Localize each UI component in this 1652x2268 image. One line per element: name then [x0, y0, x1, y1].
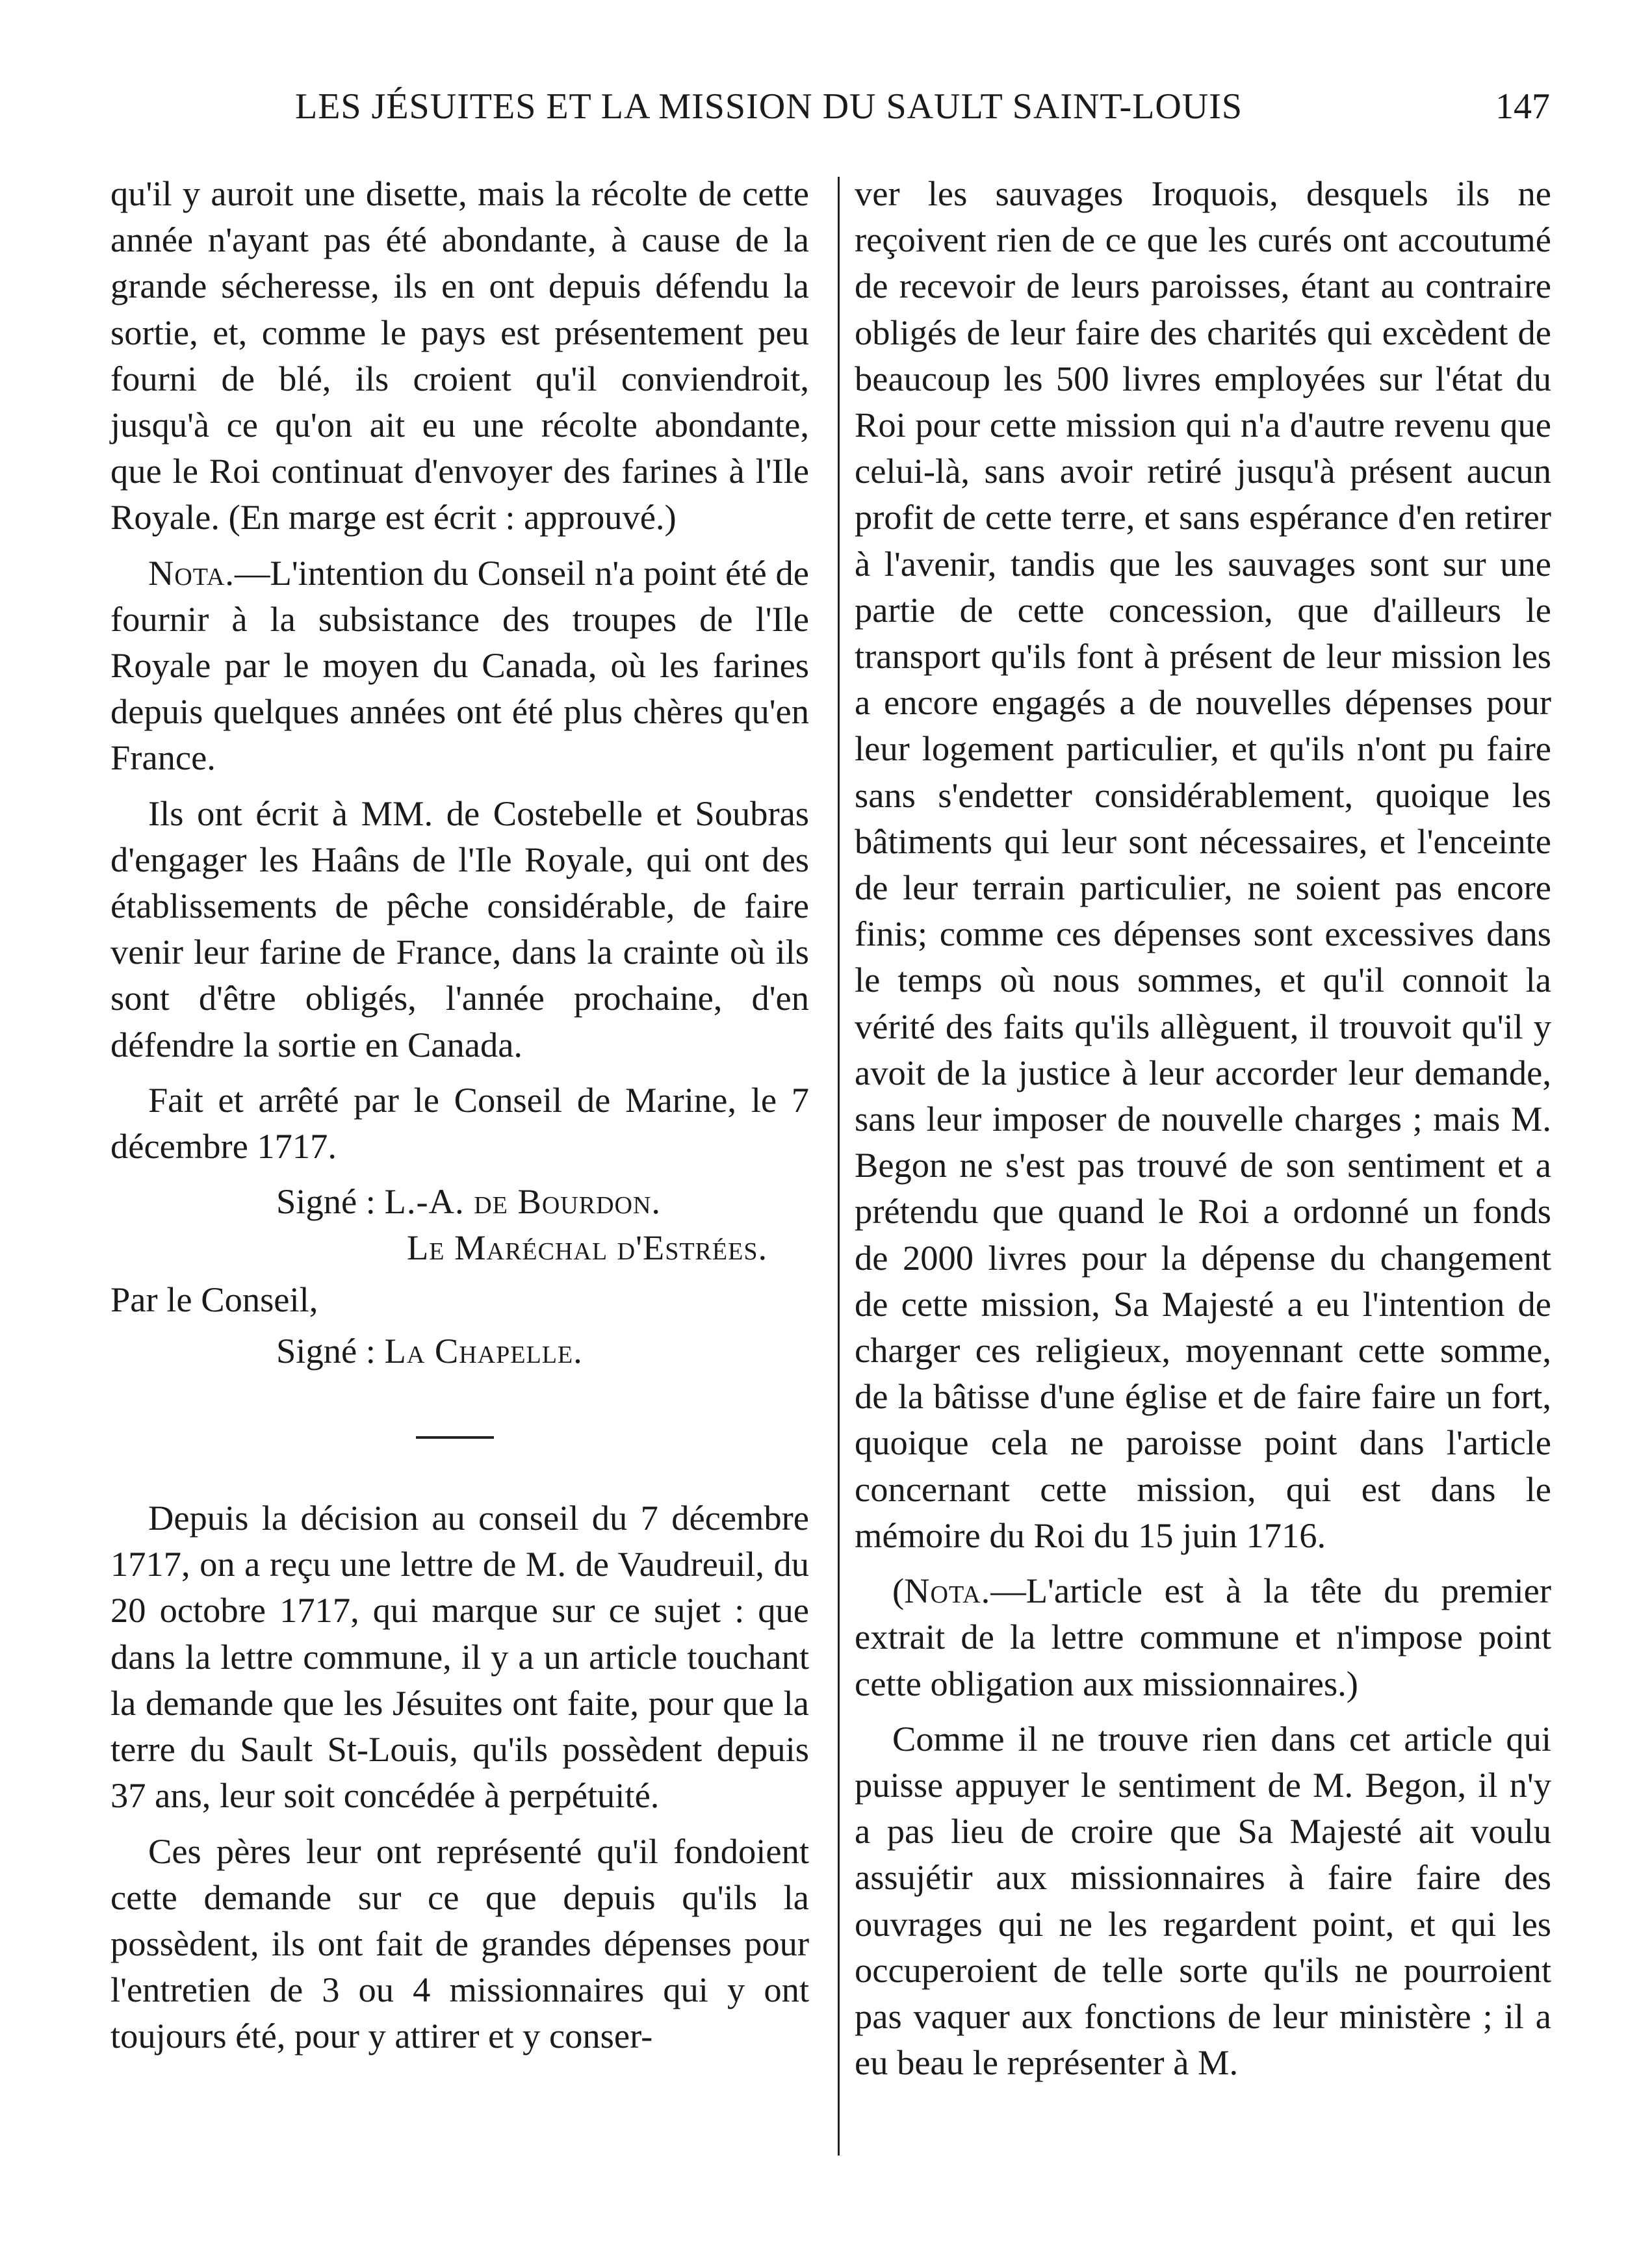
signature-label: Signé : — [276, 1181, 385, 1222]
paragraph: qu'il y auroit une disette, mais la récolte de cette année n'ayant pas été abondante, à cause de la grande sécheresse, ils en ont depuis défendu la sortie, et, comme le pays est présentement peu fourni de blé, ils croient qu'il conviendroit, jusqu'à ce qu'on ait eu une récolte abondante, que le Roi continuat d'envoyer des farines à l'Ile Royale. (En marge est écrit : approuvé.) — [110, 174, 809, 537]
divider-rule — [416, 1436, 494, 1439]
right-column — [855, 170, 1551, 2085]
nota-text: —L'article est à la tête du premier extrait de la lettre commune et n'impose point cette obligation aux missionnaires.) — [855, 1571, 1551, 1703]
signature-label: Signé : — [276, 1330, 385, 1371]
left-column — [110, 170, 809, 2059]
paragraph: Ces pères leur ont représenté qu'il fondoient cette demande sur ce que depuis qu'ils la possèdent, ils ont fait de grandes dépenses pour l'entretien de 3 ou 4 missionnaires qui y ont toujours été, pour y attirer et y conser- — [110, 1831, 809, 2056]
nota-label: Nota. — [148, 552, 235, 593]
running-header — [110, 86, 1550, 138]
paragraph: Depuis la décision au conseil du 7 décembre 1717, on a reçu une lettre de M. de Vaudreuil, du 20 octobre 1717, qui marque sur ce sujet : que dans la lettre commune, il y a un article touchant la demande que les Jésuites ont faite, pour que la terre du Sault St-Louis, qu'ils possèdent depuis 37 ans, leur soit concédée à perpétuité. — [110, 1498, 809, 1816]
paragraph: Fait et arrêté par le Conseil de Marine, le 7 décembre 1717. — [110, 1079, 809, 1166]
nota-label: Nota. — [904, 1571, 991, 1611]
signature-line — [110, 1328, 809, 1374]
nota-text: —L'intention du Conseil n'a point été de fournir à la subsistance des troupes de l'Ile Royale par le moyen du Canada, où les farines depuis quelques années ont été plus chères qu'en France. — [110, 552, 809, 778]
nota-open-paren: ( — [892, 1571, 905, 1611]
nota-paragraph — [110, 550, 809, 781]
paragraph: Ils ont écrit à MM. de Costebelle et Soubras d'engager les Haâns de l'Ile Royale, qui ont des établissements de pêche considérable, de faire venir leur farine de France, dans la crainte où ils sont d'être obligés, l'année prochaine, d'en défendre la sortie en Canada. — [110, 793, 809, 1064]
column-rule — [838, 177, 840, 2156]
running-title: LES JÉSUITES ET LA MISSION DU SAULT SAINT-LOUIS — [295, 86, 1243, 127]
signature-name: Le Maréchal d'Estrées. — [407, 1228, 768, 1268]
paragraph: ver les sauvages Iroquois, desquels ils ne reçoivent rien de ce que les curés ont accoutumé de recevoir de leurs paroisses, étant au contraire obligés de leur faire des charités qui excèdent de beaucoup les 500 livres employées sur l'état du Roi pour cette mission qui n'a d'autre revenu que celui-là, sans avoir retiré jusqu'à présent aucun profit de cette terre, et sans espérance d'en retirer à l'avenir, tandis que les sauvages sont sur une partie de cette concession, que d'ailleurs le transport qu'ils font à présent de leur mission les a encore engagés a de nouvelles dépenses pour leur logement particulier, et qu'ils n'ont pu faire sans s'endetter considérablement, quoique les bâtiments qui leur sont nécessaires, et l'enceinte de leur terrain particulier, ne soient pas encore finis; comme ces dépenses sont excessives dans le temps où nous sommes, et qu'il connoit la vérité des faits qu'ils allèguent, il trouvoit qu'il y avoit de la justice à leur accorder leur demande, sans leur imposer de nouvelle charges ; mais M. Begon ne s'est pas trouvé de son sentiment et a prétendu que quand le Roi a ordonné un fonds de 2000 livres pour la dépense du changement de cette mission, Sa Majesté a eu l'intention de charger ces religieux, moyennant cette somme, de la bâtisse d'une église et de faire faire un fort, quoique cela ne paroisse point dans l'article concernant cette mission, qui est dans le mémoire du Roi du 15 juin 1716. — [855, 174, 1551, 1555]
signature-name: La Chapelle. — [384, 1330, 583, 1371]
page-number: 147 — [1495, 86, 1550, 127]
section-divider — [110, 1374, 809, 1495]
paragraph: Comme il ne trouve rien dans cet article qui puisse appuyer le sentiment de M. Begon, il n'y a pas lieu de croire que Sa Majesté ait voulu assujétir aux missionnaires à faire faire des ouvrages qui ne les regardent point, et qui les occuperoient de telle sorte qu'ils ne pourroient pas vaquer aux fonctions de leur ministère ; il a eu beau le représenter à M. — [855, 1718, 1551, 2083]
signature-line: Par le Conseil, — [110, 1279, 318, 1319]
nota-paragraph — [855, 1567, 1551, 1707]
signature-name: L.-A. de Bourdon. — [384, 1181, 662, 1222]
signature-line — [110, 1178, 809, 1224]
